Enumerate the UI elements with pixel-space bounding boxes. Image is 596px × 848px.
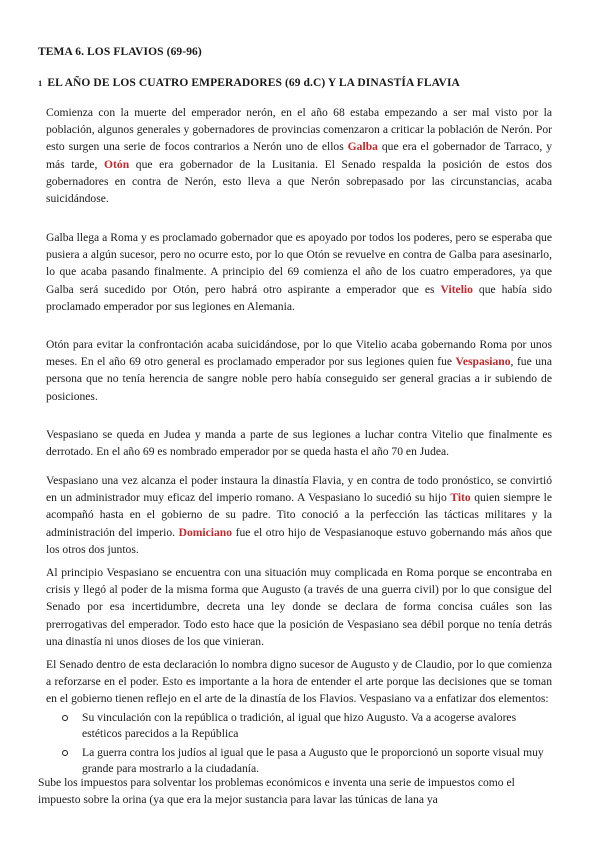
paragraph-text: , fue una persona que no tenía herencia de sangre noble pero había conseguido ser general gracias a ir subiendo de posiciones. bbox=[46, 355, 552, 403]
list-item-text: Su vinculación con la república o tradición, al igual que hizo Augusto. Va a acogerse avalores estéticos parecidos a la República bbox=[82, 711, 517, 740]
list-item bbox=[62, 710, 548, 742]
paragraph-2 bbox=[46, 229, 552, 315]
paragraph-text: Comienza con la muerte del emperador nerón, en el año 68 estaba empezando a ser mal visto por la población, algunos generales y gobernadores de provincias comenzaron a criticar la población de Nerón. Por esto surgen una serie de focos contrarios a Nerón uno de ellos bbox=[46, 106, 552, 154]
paragraph-1 bbox=[46, 104, 552, 207]
name-galba: Galba bbox=[347, 140, 378, 154]
paragraph-6: Al principio Vespasiano se encuentra con una situación muy complicada en Roma porque se encontraba en crisis y llegó al poder de la misma forma que Augusto (a través de una guerra civil) por lo que consigue del Senado por esa incertidumbre, decreta una ley donde se declara de forma concisa cuáles son las prerrogativas del emperador. Todo esto hace que la posición de Vespasiano sea débil porque no tenía detrás una dinastía ni unos dioses de los que vinieran. bbox=[46, 566, 552, 648]
paragraph-text: que era el gobernador de Tarraco, y más tarde, bbox=[46, 140, 553, 171]
paragraph-text: Otón para evitar la confrontación acaba suicidándose, por lo que Vitelio acaba gobernando Roma por unos meses. En el año 69 otro general es proclamado emperador por sus legiones quien fue bbox=[46, 338, 552, 369]
section-number: 1 bbox=[38, 78, 43, 88]
list-item-text: La guerra contra los judíos al igual que le pasa a Augusto que le proporcionó un soporte visual muy grande para mostrarlo a la ciudadanía. bbox=[82, 746, 544, 775]
bullet-list bbox=[62, 710, 548, 780]
section-heading bbox=[38, 77, 460, 89]
paragraph-5 bbox=[46, 472, 552, 558]
paragraph-text: quien siempre le acompañó hasta en el gobierno de su padre. Tito conoció a la perfección las tácticas militares y la administración del imperio. bbox=[46, 491, 552, 539]
paragraph-text: que había sido proclamado emperador por sus legiones en Alemania. bbox=[46, 282, 552, 313]
name-domiciano: Domiciano bbox=[178, 525, 233, 539]
paragraph-text: Galba llega a Roma y es proclamado gobernador que es apoyado por todos los poderes, pero se esperaba que pusiera a algún sucesor, pero no ocurre esto, por lo que Otón se revuelve en contra de Galba para asesinarlo, lo que acaba pasando finalmente. A principio del 69 comienza el año de los cuatro emperadores, ya que Galba será sucedido por Otón, pero habrá otro aspirante a emperador que es bbox=[46, 231, 552, 296]
paragraph-7: El Senado dentro de esta declaración lo nombra digno sucesor de Augusto y de Claudio, por lo que comienza a reforzarse en el poder. Esto es importante a la hora de entender el arte porque las decisiones que se toman en el gobierno tienen reflejo en el arte de la dinastía de los Flavios. Vespasiano va a enfatizar dos elementos: bbox=[46, 658, 552, 706]
name-tito: Tito bbox=[450, 491, 471, 505]
paragraph-3 bbox=[46, 336, 552, 405]
paragraph-text: fue el otro hijo de Vespasianoque estuvo gobernando más años que los otros dos juntos. bbox=[46, 525, 552, 556]
document-title: TEMA 6. LOS FLAVIOS (69-96) bbox=[38, 46, 202, 58]
section-title: EL AÑO DE LOS CUATRO EMPERADORES (69 d.C) Y LA DINASTÍA FLAVIA bbox=[47, 77, 460, 89]
name-vitelio: Vitelio bbox=[440, 282, 473, 296]
paragraph-4: Vespasiano se queda en Judea y manda a parte de sus legiones a luchar contra Vitelio que finalmente es derrotado. En el año 69 es nombrado emperador por se queda hasta el año 70 en Judea. bbox=[46, 428, 552, 459]
name-vespasiano: Vespasiano bbox=[455, 355, 511, 369]
paragraph-text: que era gobernador de la Lusitania. El Senado respalda la posición de estos dos gobernadores en contra de Nerón, esto lleva a que Nerón sobrepasado por las circunstancias, acaba suicidándose. bbox=[46, 157, 552, 206]
closing-paragraph: Sube los impuestos para solventar los problemas económicos e inventa una serie de impuestos como el impuesto sobre la orina (ya que era la mejor sustancia para lavar las túnicas de lana ya bbox=[38, 776, 515, 807]
paragraph-text: Vespasiano una vez alcanza el poder instaura la dinastía Flavia, y en contra de todo pronóstico, se convirtió en un administrador muy eficaz del imperio romano. A Vespasiano lo sucedió su hijo bbox=[46, 474, 552, 505]
circle-bullet-icon bbox=[62, 715, 68, 721]
circle-bullet-icon bbox=[62, 750, 68, 756]
name-oton: Otón bbox=[104, 157, 130, 171]
list-item bbox=[62, 745, 548, 777]
